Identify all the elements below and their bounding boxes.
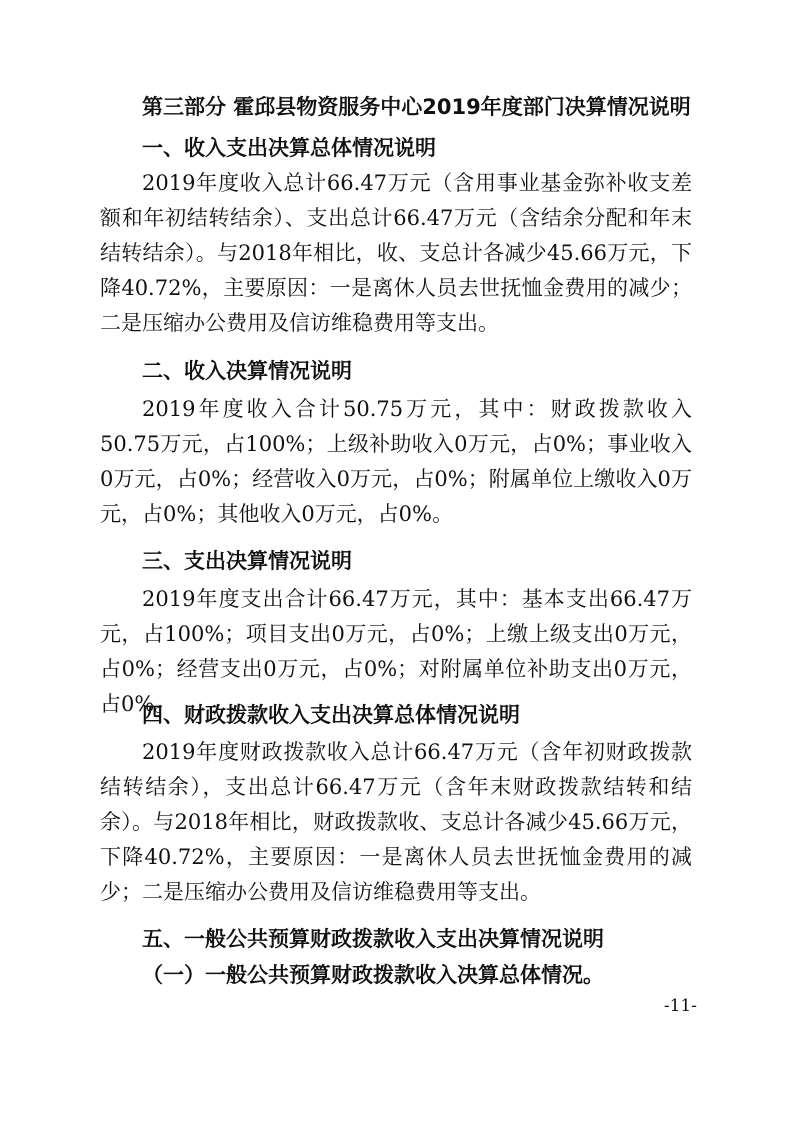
section-3-heading: 三、支出决算情况说明 — [142, 549, 352, 573]
section-2-body: 2019年度收入合计50.75万元，其中：财政拨款收入50.75万元，占100%；上级补助收入0万元，占0%；事业收入0万元，占0%；经营收入0万元，占0%；附属单位上缴收入0万元，占0%；其他收入0万元，占0%。 — [100, 397, 692, 526]
section-4-body: 2019年度财政拨款收入总计66.47万元（含年初财政拨款结转结余），支出总计66.47万元（含年末财政拨款结转和结余）。与2018年相比，财政拨款收、支总计各减少45.66万元，下降40.72%，主要原因：一是离休人员去世抚恤金费用的减少；二是压缩办公费用及信访维稳费用等支出。 — [100, 740, 692, 904]
section-3-body: 2019年度支出合计66.47万元，其中：基本支出66.47万元，占100%；项目支出0万元，占0%；上缴上级支出0万元，占0%；经营支出0万元，占0%；对附属单位补助支出0万元，占0%。 — [100, 587, 692, 716]
page-number: -11- — [663, 996, 697, 1016]
section-5-heading: 五、一般公共预算财政拨款收入支出决算情况说明 — [142, 927, 604, 951]
section-4-heading: 四、财政拨款收入支出决算总体情况说明 — [142, 703, 520, 727]
section-1-heading: 一、收入支出决算总体情况说明 — [142, 136, 436, 160]
section-1-body: 2019年度收入总计66.47万元（含用事业基金弥补收支差额和年初结转结余）、支出总计66.47万元（含结余分配和年末结转结余）。与2018年相比，收、支总计各减少45.66万元，下降40.72%，主要原因：一是离休人员去世抚恤金费用的减少；二是压缩办公费用及信访维稳费用等支出。 — [100, 171, 692, 335]
section-2-heading: 二、收入决算情况说明 — [142, 359, 352, 383]
subsection-1-heading: （一）一般公共预算财政拨款收入决算总体情况。 — [142, 963, 604, 987]
document-title: 第三部分 霍邱县物资服务中心2019年度部门决算情况说明 — [142, 95, 691, 119]
document-page — [100, 0, 692, 1122]
